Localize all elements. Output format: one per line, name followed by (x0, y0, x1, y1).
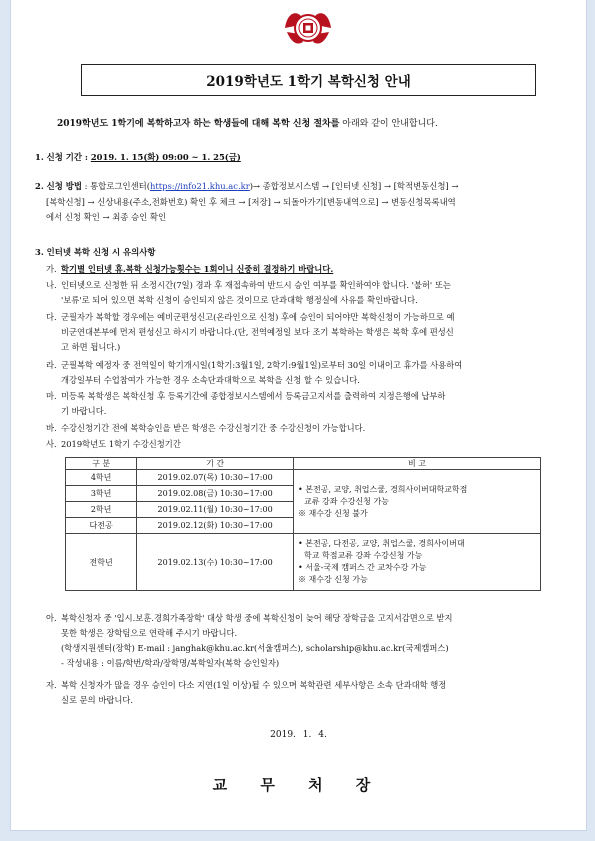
note-line: ※ 재수강 신청 가능 (298, 575, 368, 584)
item-marker: 라. (46, 360, 57, 370)
cell-period: 2019.02.07(목) 10:30~17:00 (137, 470, 294, 486)
header-period: 기 간 (137, 458, 294, 470)
notice-item-sa (46, 437, 586, 452)
item-line: 복학 신청자가 많을 경우 승인이 다소 지연(1일 이상)될 수 있으며 복학관련 세부사항은 소속 단과대학 행정 (61, 680, 447, 690)
method-text-b: )→ 종합정보시스템 → [인터넷 신청] → [학적변동신청] → (249, 181, 459, 191)
section-1-head: 1. 신청 기간 : (35, 152, 91, 162)
method-text-a: : 통합로그인센터( (81, 181, 150, 191)
cell-period: 2019.02.13(수) 10:30~17:00 (137, 534, 294, 591)
notice-item-a (46, 611, 586, 671)
note-line: • 본전공, 다전공, 교양, 취업스쿨, 경희사이버대 (298, 539, 465, 548)
note-line: 학교 학점교류 강좌 수강신청 가능 (304, 551, 423, 560)
table-row (66, 470, 541, 486)
item-line: 못한 학생은 장학팀으로 연락해 주시기 바랍니다. (61, 628, 238, 638)
intro-text (57, 116, 438, 129)
section-2-head: 2. 신청 방법 (35, 181, 82, 191)
cell-period: 2019.02.12(화) 10:30~17:00 (137, 518, 294, 534)
item-line: 군필복학 예정자 중 전역일이 학기개시일(1학기:3월1일, 2학기:9월1일)로부터 30일 이내이고 휴가를 사용하여 (61, 360, 463, 370)
item-line: 비군연대본부에 먼저 편성신고 하시기 바랍니다.(단, 전역예정일 보다 조기 복학하는 학생은 복학 후에 편성신 (61, 327, 454, 337)
scholarship-contact: (학생지원센터(장학) E-mail : janghak@khu.ac.kr(서울캠퍼스), scholarship@khu.ac.kr(국제캠퍼스) (61, 643, 449, 653)
item-marker: 자. (46, 680, 57, 690)
item-line: 복학신청자 중 '입시.보훈.경희가족장학' 대상 학생 중에 복학신청이 늦어 해당 장학금을 고지서감면으로 받지 (61, 613, 453, 623)
notice-item-ma (46, 389, 586, 419)
section-3-head: 3. 인터넷 복학 신청 시 유의사항 (35, 247, 156, 257)
cell-note-1 (294, 470, 541, 534)
item-line: 개강일부터 수업참여가 가능한 경우 소속단과대학으로 복학을 신청 할 수 있습니다. (61, 375, 360, 385)
intro-bold: 2019학년도 1학기에 복학하고자 하는 학생들에 대해 복학 신청 절차를 (57, 119, 340, 129)
item-marker: 마. (46, 391, 57, 401)
document-date: 2019. 1. 4. (270, 730, 327, 740)
section-apply-method (35, 179, 575, 226)
item-line: 인터넷으로 신청한 뒤 소정시간(7일) 경과 후 재접속하여 반드시 승인 여부를 확인하여야 합니다. '불허' 또는 (61, 280, 451, 290)
cell-grade: 4학년 (66, 470, 137, 486)
document-page (10, 0, 587, 831)
university-seal-icon (281, 6, 335, 50)
cell-note-2 (294, 534, 541, 591)
item-line: - 작성내용 : 이름/학번/학과/장학명/복학일자(복학 승인일자) (61, 658, 280, 668)
item-line: 학기별 인터넷 휴.복학 신청가능횟수는 1회이니 신중히 결정하기 바랍니다. (61, 264, 334, 274)
item-line: 기 바랍니다. (61, 406, 107, 416)
item-marker: 바. (46, 423, 57, 433)
info21-link[interactable]: https://info21.khu.ac.kr (149, 181, 250, 191)
notice-item-da (46, 310, 586, 355)
note-line: 교류 강좌 수강신청 가능 (304, 496, 389, 506)
method-line-2: [복학신청] → 신상내용(주소,전화번호) 확인 후 체크 → [저장] → 되돌아가기[변동내역으로] → 변동신청목록내역 (46, 196, 456, 207)
section-apply-period (35, 151, 241, 163)
cell-grade: 전학년 (66, 534, 137, 591)
item-marker: 나. (46, 280, 57, 290)
cell-grade: 2학년 (66, 502, 137, 518)
notice-item-ba (46, 421, 586, 436)
apply-period-value: 2019. 1. 15(화) 09:00 ~ 1. 25(금) (90, 152, 241, 162)
signature-office: 교 무 처 장 (212, 776, 385, 794)
item-line: 고 하면 됩니다.) (61, 342, 121, 352)
intro-rest: 아래와 같이 안내합니다. (339, 119, 438, 129)
header-note: 비 고 (294, 458, 541, 470)
notice-item-ga (46, 262, 586, 277)
item-marker: 다. (46, 312, 57, 322)
item-line: 수강신청기간 전에 복학승인을 받은 학생은 수강신청기간 중 수강신청이 가능합니다. (61, 423, 366, 433)
note-line: ※ 재수강 신청 불가 (298, 508, 368, 518)
method-line-3: 에서 신청 확인 → 최종 승인 확인 (46, 212, 167, 222)
cell-grade: 3학년 (66, 486, 137, 502)
item-line: 미등록 복학생은 복학신청 후 등록기간에 종합정보시스템에서 등록금고지서를 출력하여 지정은행에 납부하 (61, 391, 446, 401)
item-marker: 아. (46, 613, 57, 623)
cell-grade: 다전공 (66, 518, 137, 534)
item-line: 2019학년도 1학기 수강신청기간 (61, 439, 181, 449)
cell-period: 2019.02.11(월) 10:30~17:00 (137, 502, 294, 518)
item-line: '보류'로 되어 있으면 복학 신청이 승인되지 않은 것이므로 단과대학 행정실에 사유를 확인바랍니다. (61, 295, 418, 305)
item-line: 실로 문의 바랍니다. (61, 695, 134, 705)
notice-item-na (46, 278, 586, 308)
header-grade: 구 분 (66, 458, 137, 470)
table-header-row (66, 458, 541, 470)
item-marker: 가. (46, 264, 57, 274)
item-marker: 사. (46, 439, 57, 449)
table-row (66, 534, 541, 591)
document-title: 2019학년도 1학기 복학신청 안내 (81, 64, 536, 96)
notice-item-ra (46, 358, 586, 388)
note-line: • 서울-국제 캠퍼스 간 교차수강 가능 (298, 563, 427, 572)
note-line: • 본전공, 교양, 취업스쿨, 경희사이버대학교학점 (298, 484, 468, 494)
item-line: 군필자가 복학할 경우에는 예비군편성신고(온라인으로 신청) 후에 승인이 되어야만 복학신청이 가능하므로 예 (61, 312, 455, 322)
registration-schedule-table (65, 457, 541, 591)
notice-item-ja (46, 678, 586, 708)
cell-period: 2019.02.08(금) 10:30~17:00 (137, 486, 294, 502)
